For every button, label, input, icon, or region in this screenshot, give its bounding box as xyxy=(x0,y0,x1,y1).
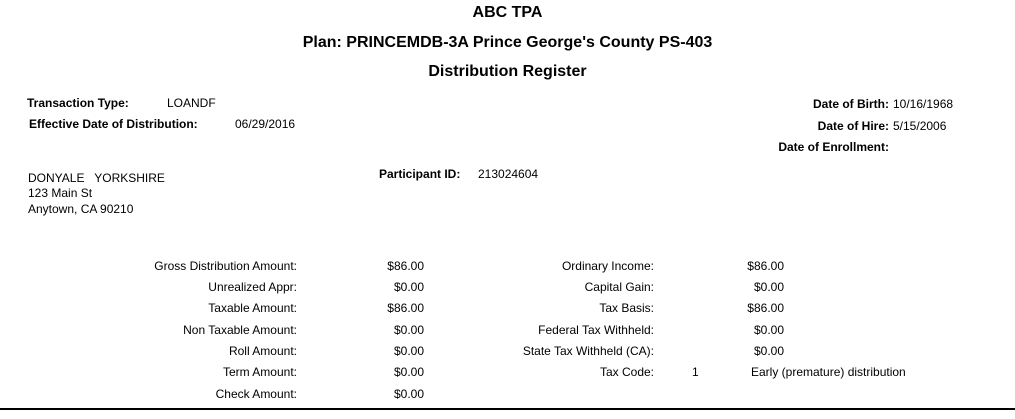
transaction-type-label: Transaction Type: xyxy=(27,96,129,110)
taxable-amount-value: $86.00 xyxy=(387,301,424,315)
participant-name: DONYALE YORKSHIRE xyxy=(28,171,165,185)
tax-code-label: Tax Code: xyxy=(599,365,654,379)
ordinary-income-label: Ordinary Income: xyxy=(561,259,654,273)
participant-address-line2: Anytown, CA 90210 xyxy=(28,202,134,216)
state-tax-withheld-label: State Tax Withheld (CA): xyxy=(522,344,654,358)
bottom-divider xyxy=(0,408,1015,410)
non-taxable-amount-value: $0.00 xyxy=(393,323,424,337)
non-taxable-amount-label: Non Taxable Amount: xyxy=(183,323,297,337)
enrollment-date-label: Date of Enrollment: xyxy=(778,140,889,154)
term-amount-label: Term Amount: xyxy=(222,365,297,379)
unrealized-appr-value: $0.00 xyxy=(393,280,424,294)
participant-id-value: 213024604 xyxy=(478,167,539,181)
tax-basis-value: $86.00 xyxy=(747,301,784,315)
taxable-amount-label: Taxable Amount: xyxy=(208,301,297,315)
check-amount-value: $0.00 xyxy=(393,387,424,401)
term-amount-value: $0.00 xyxy=(393,365,424,379)
state-tax-withheld-value: $0.00 xyxy=(753,344,784,358)
federal-tax-withheld-label: Federal Tax Withheld: xyxy=(538,323,654,337)
roll-amount-label: Roll Amount: xyxy=(228,344,297,358)
capital-gain-label: Capital Gain: xyxy=(584,280,654,294)
birth-date-value: 10/16/1968 xyxy=(893,97,954,111)
gross-distribution-value: $86.00 xyxy=(387,259,424,273)
tax-code-description: Early (premature) distribution xyxy=(751,365,906,379)
tax-code-value: 1 xyxy=(692,365,699,379)
capital-gain-value: $0.00 xyxy=(753,280,784,294)
participant-address-line1: 123 Main St xyxy=(28,186,93,200)
effective-date-label: Effective Date of Distribution: xyxy=(29,117,198,131)
unrealized-appr-label: Unrealized Appr: xyxy=(208,280,297,294)
hire-date-label: Date of Hire: xyxy=(817,119,889,133)
gross-distribution-label: Gross Distribution Amount: xyxy=(154,259,297,273)
roll-amount-value: $0.00 xyxy=(393,344,424,358)
report-title: Distribution Register xyxy=(428,63,587,80)
ordinary-income-value: $86.00 xyxy=(747,259,784,273)
transaction-type-value: LOANDF xyxy=(167,96,216,110)
effective-date-value: 06/29/2016 xyxy=(235,117,296,131)
hire-date-value: 5/15/2006 xyxy=(893,119,947,133)
check-amount-label: Check Amount: xyxy=(215,387,297,401)
plan-line: Plan: PRINCEMDB-3A Prince George's County PS-403 xyxy=(302,34,713,51)
tax-basis-label: Tax Basis: xyxy=(599,301,654,315)
birth-date-label: Date of Birth: xyxy=(813,97,889,111)
participant-id-label: Participant ID: xyxy=(379,167,461,181)
company-name: ABC TPA xyxy=(472,4,543,21)
federal-tax-withheld-value: $0.00 xyxy=(753,323,784,337)
